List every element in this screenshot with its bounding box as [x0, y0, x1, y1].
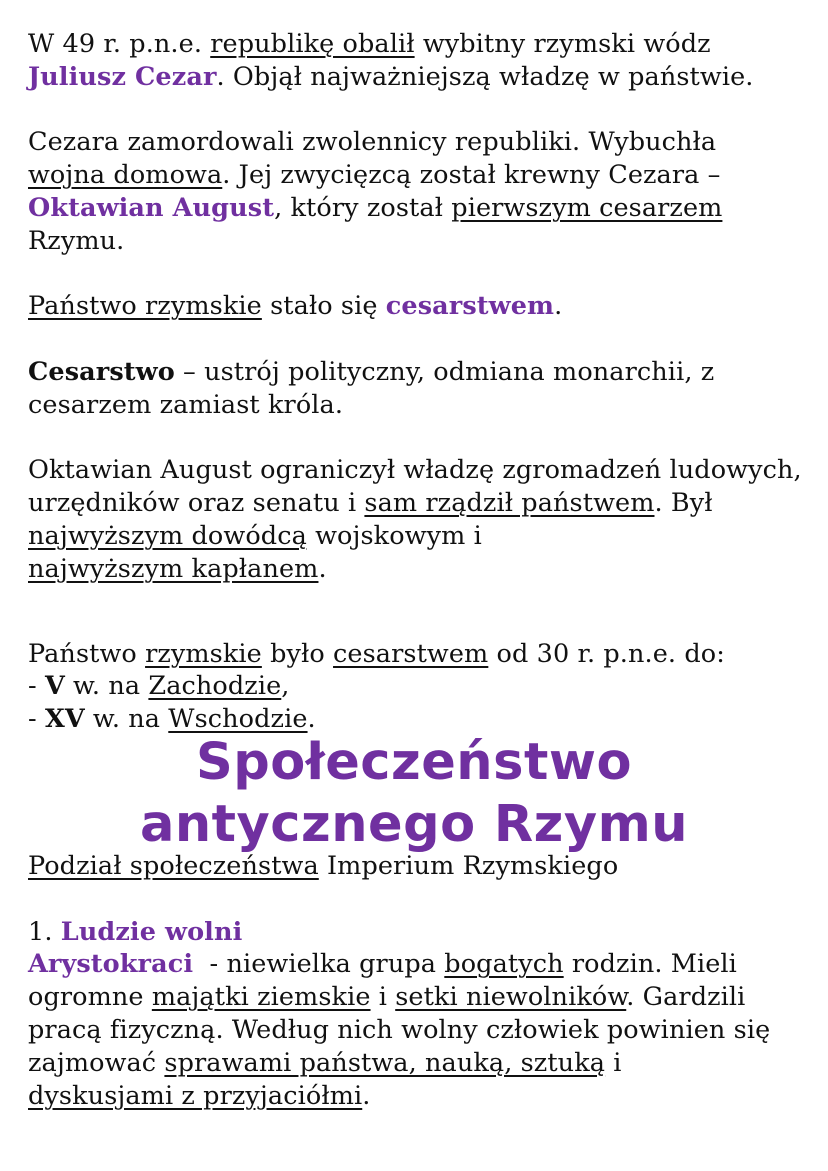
underlined-phrase: Wschodzie: [168, 704, 308, 735]
paragraph-civil-war: [28, 126, 818, 257]
text: i: [370, 982, 396, 1013]
century-numeral: XV: [44, 704, 85, 735]
list-dash: -: [28, 704, 45, 735]
paragraph-caesar: [28, 28, 818, 94]
text: wybitny rzymski wódz: [414, 29, 711, 59]
underlined-phrase: majątki ziemskie: [151, 982, 371, 1013]
text: i: [605, 1047, 622, 1078]
text: Rzymu.: [28, 225, 125, 256]
underlined-phrase: sprawami państwa, nauką, sztuką: [164, 1047, 606, 1078]
text: wojskowym i: [306, 520, 482, 551]
underlined-phrase: najwyższym dowódcą: [28, 520, 307, 551]
text: w. na: [84, 704, 169, 735]
underlined-phrase: rzymskie: [145, 638, 262, 669]
underlined-phrase: republikę obalił: [210, 29, 415, 59]
underlined-phrase: cesarstwem: [333, 638, 489, 669]
text: .: [362, 1080, 371, 1111]
text: - niewielka grupa: [193, 949, 445, 980]
text: Cezara zamordowali zwolennicy republiki. Wybuchła: [28, 127, 717, 158]
paragraph-aristocrats: [28, 948, 818, 1112]
text: W 49 r. p.n.e.: [28, 29, 211, 59]
text: stało się: [261, 291, 386, 322]
text: Państwo: [28, 638, 146, 669]
text: . Był: [654, 488, 713, 519]
heading-line-1: Społeczeństwo: [196, 732, 632, 792]
key-term-oktawian-august: Oktawian August: [28, 192, 275, 223]
underlined-phrase: pierwszym cesarzem: [451, 192, 723, 223]
list-dash: -: [28, 671, 45, 702]
key-term-cesarstwem: cesarstwem: [385, 291, 555, 322]
document-page: [28, 28, 818, 1112]
text: .: [307, 704, 316, 735]
key-term-juliusz-cezar: Juliusz Cezar: [28, 61, 217, 92]
paragraph-empire-duration: [28, 638, 818, 736]
paragraph-empire: [28, 290, 818, 323]
definition-term: Cesarstwo: [28, 356, 175, 387]
text: . Gardzili pracą fizyczną. Według nich wolny człowiek powinien się zajmować: [28, 982, 771, 1078]
underlined-phrase: dyskusjami z przyjaciółmi: [28, 1080, 363, 1111]
paragraph-definition: [28, 356, 818, 422]
text: było: [261, 638, 334, 669]
text: rodzin. Mieli ogromne: [28, 949, 737, 1013]
text: Oktawian August ograniczył władzę zgromadzeń ludowych, urzędników oraz senatu i: [28, 455, 802, 519]
key-term-ludzie-wolni: Ludzie wolni: [60, 916, 243, 947]
section-heading: [28, 732, 818, 856]
key-term-arystokraci: Arystokraci: [28, 949, 194, 980]
text: . Jej zwycięzcą został krewny Cezara –: [222, 160, 721, 191]
text: , który został: [274, 192, 452, 223]
text: od 30 r. p.n.e. do:: [488, 638, 725, 669]
underlined-phrase: setki niewolników: [395, 982, 627, 1013]
paragraph-august-power: [28, 454, 818, 585]
underlined-phrase: najwyższym kapłanem: [28, 553, 319, 584]
subheading-free-people: [28, 916, 818, 949]
list-number: 1.: [28, 916, 61, 947]
underlined-phrase: Zachodzie: [148, 671, 282, 702]
underlined-phrase: Państwo rzymskie: [28, 291, 262, 322]
heading-line-2: antycznego Rzymu: [139, 794, 689, 854]
text: w. na: [64, 671, 149, 702]
underlined-phrase: bogatych: [444, 949, 564, 980]
paragraph-society-division: [28, 850, 818, 883]
underlined-phrase: sam rządził państwem: [364, 488, 655, 519]
century-numeral: V: [44, 671, 65, 702]
text: .: [318, 553, 327, 584]
text: .: [554, 291, 563, 322]
text: Imperium Rzymskiego: [318, 850, 619, 881]
text: – ustrój polityczny, odmiana monarchii, z cesarzem zamiast króla.: [28, 356, 715, 420]
text: . Objął najważniejszą władzę w państwie.: [216, 61, 754, 92]
underlined-phrase: wojna domowa: [28, 160, 223, 191]
underlined-phrase: Podział społeczeństwa: [28, 850, 319, 881]
text: ,: [281, 671, 290, 702]
